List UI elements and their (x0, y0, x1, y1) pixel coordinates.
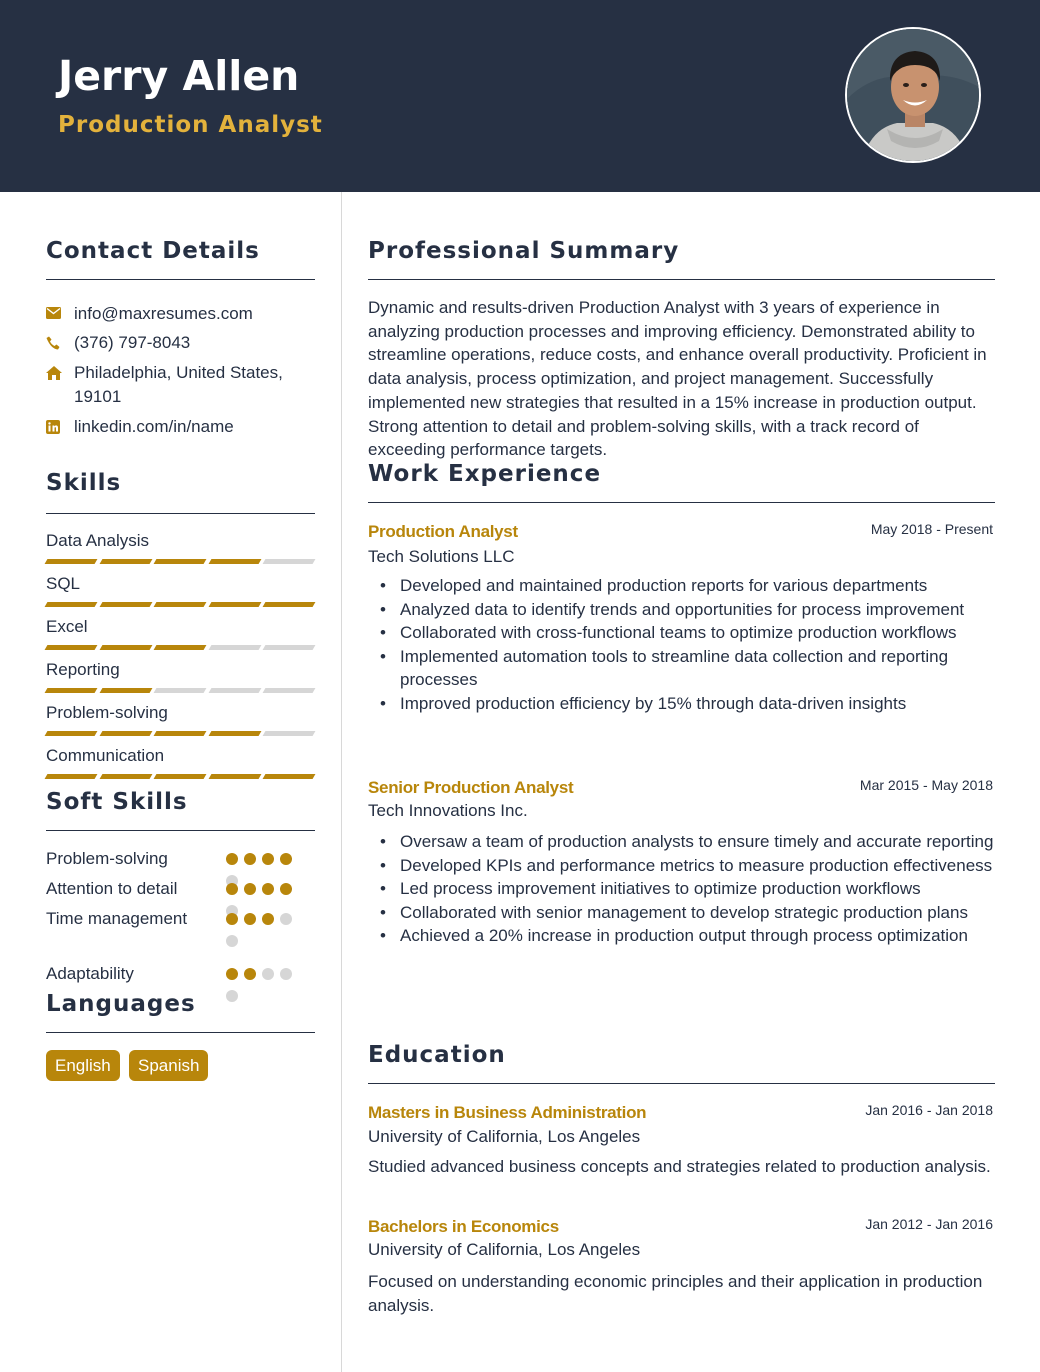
skill-segment-filled (45, 559, 97, 564)
skill-segment-empty (208, 688, 260, 693)
skill-level-bar (46, 688, 314, 693)
school-name: University of California, Los Angeles (368, 1127, 641, 1146)
skill-segment-filled (208, 602, 260, 607)
summary-heading: Professional Summary (368, 238, 680, 264)
job-title: Senior Production Analyst (368, 778, 574, 797)
envelope-icon (46, 302, 74, 326)
skill-segment-empty (263, 645, 315, 650)
soft-skill-rating (226, 853, 306, 867)
skill-segment-filled (45, 688, 97, 693)
skill-segment-filled (99, 774, 151, 779)
skill-level-bar (46, 559, 314, 564)
skill-segment-filled (99, 688, 151, 693)
rating-dot-filled (226, 913, 238, 925)
skill-segment-filled (45, 731, 97, 736)
summary-rule (368, 279, 995, 280)
skill-segment-filled (154, 645, 206, 650)
job-bullet: • Developed KPIs and performance metrics to measure production effectiveness (378, 854, 1000, 878)
language-tag-spanish: Spanish (129, 1050, 208, 1081)
job-bullet: • Achieved a 20% increase in production output through process optimization (378, 924, 1000, 948)
rating-dot-filled (244, 968, 256, 980)
rating-dot-empty (226, 935, 238, 947)
summary-text: Dynamic and results-driven Production Analyst with 3 years of experience in analyzing production processes and improving efficiency. Demonstrated ability to streamline operations, reduce costs, and enhance overall productivity. Proficient in data analysis, process optimization, and project management. Successfully implemented new strategies that resulted in a 15% increase in production output. Strong attention to detail and problem-solving skills, with a track record of exceeding performance targets. (368, 298, 987, 460)
job-bullet: • Led process improvement initiatives to optimize production workflows (378, 877, 1000, 901)
rating-dot-filled (262, 913, 274, 925)
skill-level-bar (46, 731, 314, 736)
skill-segment-empty (208, 645, 260, 650)
contact-address (46, 361, 316, 409)
experience-heading: Work Experience (368, 461, 602, 487)
rating-dot-filled (262, 853, 274, 865)
job-bullets (378, 830, 1000, 948)
school-name: University of California, Los Angeles (368, 1240, 641, 1259)
skill-segment-filled (99, 602, 151, 607)
skill-segment-empty (154, 688, 206, 693)
address-text: Philadelphia, United States, 19101 (74, 363, 283, 406)
rating-dot-empty (226, 990, 238, 1002)
skill-segment-filled (263, 774, 315, 779)
soft-skill-rating (226, 883, 306, 897)
job-bullet: • Collaborated with cross-functional teams to optimize production workflows (378, 621, 1000, 645)
phone-text[interactable]: (376) 797-8043 (74, 333, 191, 352)
experience-rule (368, 502, 995, 503)
soft-skills-heading: Soft Skills (46, 789, 188, 815)
education-dates: Jan 2016 - Jan 2018 (865, 1102, 993, 1118)
skill-segment-filled (99, 559, 151, 564)
rating-dot-empty (280, 968, 292, 980)
contact-linkedin (46, 415, 316, 439)
rating-dot-empty (280, 913, 292, 925)
rating-dot-empty (262, 968, 274, 980)
skill-label: Reporting (46, 660, 120, 679)
skill-segment-filled (45, 602, 97, 607)
skill-segment-filled (208, 774, 260, 779)
skill-segment-filled (208, 559, 260, 564)
rating-dot-filled (226, 968, 238, 980)
skill-segment-filled (45, 645, 97, 650)
skill-segment-filled (154, 559, 206, 564)
rating-dot-filled (244, 853, 256, 865)
skill-segment-filled (154, 774, 206, 779)
job-bullet: • Implemented automation tools to streamline data collection and reporting processes (378, 645, 1000, 692)
contact-phone (46, 331, 316, 355)
profile-photo-illustration (847, 29, 981, 163)
languages-rule (46, 1032, 315, 1033)
skill-label: Communication (46, 746, 165, 765)
job-company: Tech Solutions LLC (368, 547, 515, 566)
rating-dot-filled (226, 883, 238, 895)
linkedin-icon (46, 415, 74, 439)
skill-segment-filled (99, 645, 151, 650)
degree-title: Bachelors in Economics (368, 1217, 559, 1236)
soft-skill-rating (226, 913, 306, 927)
rating-dot-filled (280, 883, 292, 895)
skills-heading: Skills (46, 470, 122, 496)
home-icon (46, 361, 74, 409)
education-description: Studied advanced business concepts and strategies related to production analysis. (368, 1157, 991, 1176)
rating-dot-filled (280, 853, 292, 865)
rating-dot-filled (244, 883, 256, 895)
skill-label: Problem-solving (46, 703, 168, 722)
column-divider (341, 192, 342, 1372)
candidate-title: Production Analyst (58, 112, 323, 138)
languages-heading: Languages (46, 991, 196, 1017)
skill-label: Data Analysis (46, 531, 149, 550)
education-description: Focused on understanding economic principles and their application in production analysis. (368, 1272, 983, 1315)
skill-level-bar (46, 774, 314, 779)
contact-heading: Contact Details (46, 238, 260, 264)
skill-segment-filled (154, 602, 206, 607)
resume-header (0, 0, 1040, 192)
skills-rule (46, 513, 315, 514)
skill-segment-filled (45, 774, 97, 779)
skill-segment-filled (208, 731, 260, 736)
job-company: Tech Innovations Inc. (368, 801, 528, 820)
skill-label: SQL (46, 574, 81, 593)
candidate-name: Jerry Allen (58, 52, 300, 100)
language-tag-english: English (46, 1050, 120, 1081)
education-heading: Education (368, 1042, 506, 1068)
rating-dot-filled (226, 853, 238, 865)
job-dates: May 2018 - Present (870, 521, 993, 537)
job-title: Production Analyst (368, 522, 518, 541)
skill-segment-empty (263, 559, 315, 564)
job-bullet: • Oversaw a team of production analysts to ensure timely and accurate reporting (378, 830, 1000, 854)
job-bullet: • Analyzed data to identify trends and opportunities for process improvement (378, 598, 1000, 622)
soft-skill-label: Adaptability (46, 964, 134, 983)
skill-segment-empty (263, 731, 315, 736)
soft-skill-label: Problem-solving (46, 849, 168, 868)
skill-level-bar (46, 645, 314, 650)
phone-icon (46, 331, 74, 355)
education-rule (368, 1083, 995, 1084)
email-text[interactable]: info@maxresumes.com (74, 304, 253, 323)
skill-segment-filled (99, 731, 151, 736)
job-bullet: • Developed and maintained production reports for various departments (378, 574, 1000, 598)
soft-skills-rule (46, 830, 315, 831)
soft-skill-rating (226, 968, 306, 982)
job-dates: Mar 2015 - May 2018 (859, 777, 993, 793)
soft-skill-label: Time management (46, 909, 188, 928)
linkedin-text[interactable]: linkedin.com/in/name (74, 417, 234, 436)
skill-segment-empty (263, 688, 315, 693)
contact-email (46, 302, 316, 326)
rating-dot-filled (262, 883, 274, 895)
rating-dot-filled (244, 913, 256, 925)
skill-label: Excel (46, 617, 88, 636)
education-dates: Jan 2012 - Jan 2016 (865, 1216, 993, 1232)
contact-rule (46, 279, 315, 280)
job-bullet: • Collaborated with senior management to develop strategic production plans (378, 901, 1000, 925)
job-bullet: • Improved production efficiency by 15% through data-driven insights (378, 692, 1000, 716)
skill-segment-filled (154, 731, 206, 736)
skill-segment-filled (263, 602, 315, 607)
soft-skill-label: Attention to detail (46, 879, 178, 898)
profile-photo (845, 27, 981, 163)
skill-level-bar (46, 602, 314, 607)
degree-title: Masters in Business Administration (368, 1103, 647, 1122)
job-bullets (378, 574, 1000, 715)
